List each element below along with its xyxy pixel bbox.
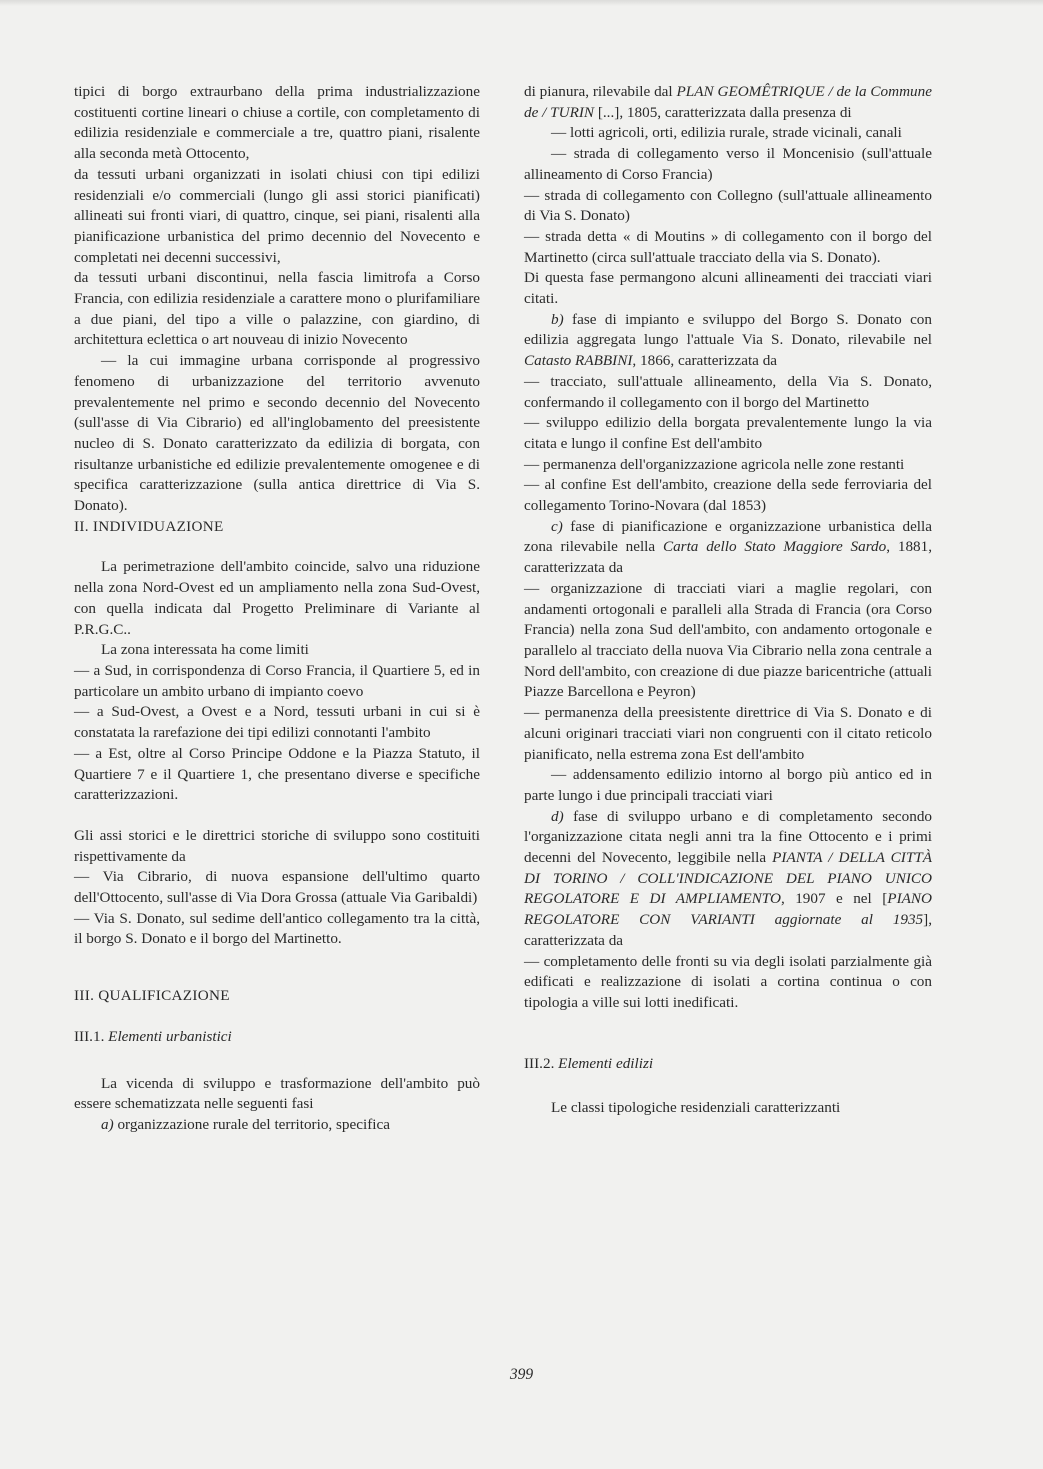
paragraph	[524, 82, 932, 123]
list-item: — permanenza dell'organizzazione agricola nelle zone restanti	[524, 455, 905, 473]
paragraph: da tessuti urbani organizzati in isolati chiusi con tipi edilizi residenziali e/o commerciali (lungo gli assi storici pianificati) allineati sui fronti viari, di quattro, cinque, sei piani, risalenti alla pianificazione urbanistica del primo decennio del Novecento e completati nei decenni successivi,	[74, 165, 480, 266]
paragraph	[524, 310, 932, 372]
subsection-title: Elementi urbanistici	[108, 1027, 232, 1045]
subsection-heading-urbanistici	[74, 1027, 480, 1048]
paragraph: La vicenda di sviluppo e trasformazione dell'ambito può essere schematizzata nelle seguenti fasi	[74, 1074, 480, 1113]
paragraph: — la cui immagine urbana corrisponde al progressivo fenomeno di urbanizzazione del territorio avvenuto prevalentemente nel primo e secondo decennio del Novecento (sull'asse di Via Cibrario) ed all'inglobamento del preesistente nucleo di S. Donato caratterizzato da edilizia di borgata, con risultanze urbanistiche ed edilizie prevalentemente omogenee e di specifica caratterizzazione (sulla antica direttrice di Via S. Donato).	[74, 352, 480, 515]
list-item: — a Est, oltre al Corso Principe Oddone e la Piazza Statuto, il Quartiere 7 e il Quartiere 1, che presentano diverse e specifiche caratterizzazioni.	[74, 744, 480, 804]
list-item: — permanenza della preesistente direttrice di Via S. Donato e di alcuni originari tracciati viari non congruenti con il citato reticolo pianificato, nella estrema zona Est dell'ambito	[524, 704, 932, 763]
list-item: — a Sud-Ovest, a Ovest e a Nord, tessuti urbani in cui si è constatata la rarefazione dei tipi edilizi connotanti l'ambito	[74, 703, 480, 742]
subsection-number: III.1.	[74, 1027, 105, 1045]
list-item: — strada di collegamento con Collegno (sull'attuale allineamento di Via S. Donato)	[524, 186, 932, 225]
subsection-heading-edilizi	[524, 1054, 932, 1075]
item-text: organizzazione rurale del territorio, specifica	[117, 1115, 390, 1133]
list-item: — lotti agricoli, orti, edilizia rurale, strade vicinali, canali	[551, 124, 902, 142]
list-item: — a Sud, in corrispondenza di Corso Francia, il Quartiere 5, ed in particolare un ambito urbano di impianto coevo	[74, 661, 480, 700]
section-heading-individuazione: II. INDIVIDUAZIONE	[74, 517, 224, 535]
text-run: , 1866, caratterizzata da	[632, 352, 778, 370]
text-run: fase di pianificazione e organizzazione urbanistica della zona rilevabile nella	[524, 517, 932, 556]
item-letter: d)	[551, 807, 564, 825]
text-run: , 1907 e nel [	[780, 890, 888, 908]
left-column	[74, 82, 480, 1136]
paragraph: La perimetrazione dell'ambito coincide, salvo una riduzione nella zona Nord-Ovest ed un ampliamento nella zona Sud-Ovest, con quella indicata dal Progetto Preliminare di Variante al P.R.G.C..	[74, 558, 480, 638]
subsection-title: Elementi edilizi	[558, 1054, 654, 1072]
paragraph: Le classi tipologiche residenziali caratterizzanti	[551, 1099, 841, 1117]
subsection-number: III.2.	[524, 1054, 555, 1072]
page-number: 399	[509, 1366, 534, 1383]
list-item: — addensamento edilizio intorno al borgo più antico ed in parte lungo i due principali tracciati viari	[524, 766, 932, 804]
paragraph: Di questa fase permangono alcuni allineamenti dei tracciati viari citati.	[524, 269, 932, 308]
paragraph	[524, 807, 932, 952]
paragraph	[524, 517, 932, 579]
text-run: di pianura, rilevabile dal	[524, 83, 673, 100]
paragraph	[74, 1115, 480, 1136]
text-run: [...], 1805, caratterizzata dalla presenza di	[597, 103, 852, 121]
item-letter: a)	[101, 1115, 114, 1133]
item-letter: c)	[551, 517, 563, 535]
text-run: fase di sviluppo urbano e di completamento secondo l'organizzazione citata negli anni tra la fine Ottocento e i primi decenni del Novecento, leggibile nella	[524, 807, 933, 867]
list-item: — Via Cibrario, di nuova espansione dell'ultimo quarto dell'Ottocento, sull'asse di Via Dora Grossa (attuale Via Garibaldi)	[74, 868, 480, 907]
item-letter: b)	[551, 310, 564, 328]
list-item: — strada detta « di Moutins » di collegamento con il borgo del Martinetto (circa sull'attuale tracciato della via S. Donato).	[524, 227, 932, 266]
citation-title: Carta dello Stato Maggiore Sardo	[662, 538, 887, 556]
paragraph: tipici di borgo extraurbano della prima industrializzazione costituenti cortine lineari o chiuse a cortile, con completamento di edilizia residenziale e commerciale a tre, quattro piani, risalente alla seconda metà Ottocento,	[74, 83, 480, 163]
list-item: — strada di collegamento verso il Moncenisio (sull'attuale allineamento di Corso Francia)	[524, 145, 932, 183]
text-run: fase di impianto e sviluppo del Borgo S. Donato con edilizia aggregata lungo l'attuale Via S. Donato, rilevabile nel	[524, 310, 932, 349]
paragraph: Gli assi storici e le direttrici storiche di sviluppo sono costituiti rispettivamente da	[74, 826, 480, 865]
citation-title: Catasto RABBINI	[524, 352, 633, 370]
paragraph: La zona interessata ha come limiti	[101, 641, 309, 659]
list-item: — Via S. Donato, sul sedime dell'antico collegamento tra la città, il borgo S. Donato e il borgo del Martinetto.	[74, 909, 480, 948]
page-top-edge	[0, 0, 1043, 6]
text-run: , 1881, caratterizzata da	[524, 538, 933, 577]
citation-title: PIANO REGOLATORE CON VARIANTI aggiornate al 1935	[524, 890, 933, 929]
list-item: — tracciato, sull'attuale allineamento, della Via S. Donato, confermando il collegamento con il borgo del Martinetto	[524, 372, 932, 411]
list-item: — organizzazione di tracciati viari a maglie regolari, con andamenti ortogonali e paralleli alla Strada di Francia (ora Corso Francia) nella zona Sud dell'ambito, con andamento ortogonale e parallelo al tracciato della nuova Via Cibrario nella zona centrale a Nord dell'ambito, con creazione di due piazze baricentriche (attuali Piazze Barcellona e Peyron)	[524, 579, 932, 701]
list-item: — al confine Est dell'ambito, creazione della sede ferroviaria del collegamento Torino-Novara (dal 1853)	[524, 476, 932, 515]
right-column	[524, 82, 932, 1119]
text-run: ], caratterizzata da	[524, 911, 932, 949]
citation-title: PLAN GEOMÊTRIQUE / de la Commune de / TURIN	[524, 83, 932, 121]
list-item: — completamento delle fronti su via degli isolati parzialmente già edificati e realizzazione di isolati a cortina continua o con tipologia a ville sui lotti inedificati.	[524, 952, 932, 1011]
citation-title: PIANTA / DELLA CITTÀ DI TORINO / COLL'INDICAZIONE DEL PIANO UNICO REGOLATORE E DI AMPLIAMENTO	[524, 849, 933, 908]
section-heading-qualificazione: III. QUALIFICAZIONE	[74, 987, 230, 1005]
list-item: — sviluppo edilizio della borgata prevalentemente lungo la via citata e lungo il confine Est dell'ambito	[524, 414, 932, 452]
paragraph: da tessuti urbani discontinui, nella fascia limitrofa a Corso Francia, con edilizia residenziale a carattere mono o plurifamiliare a due piani, del tipo a ville o palazzine, con giardino, di architettura eclettica o art nouveau di inizio Novecento	[74, 269, 480, 349]
